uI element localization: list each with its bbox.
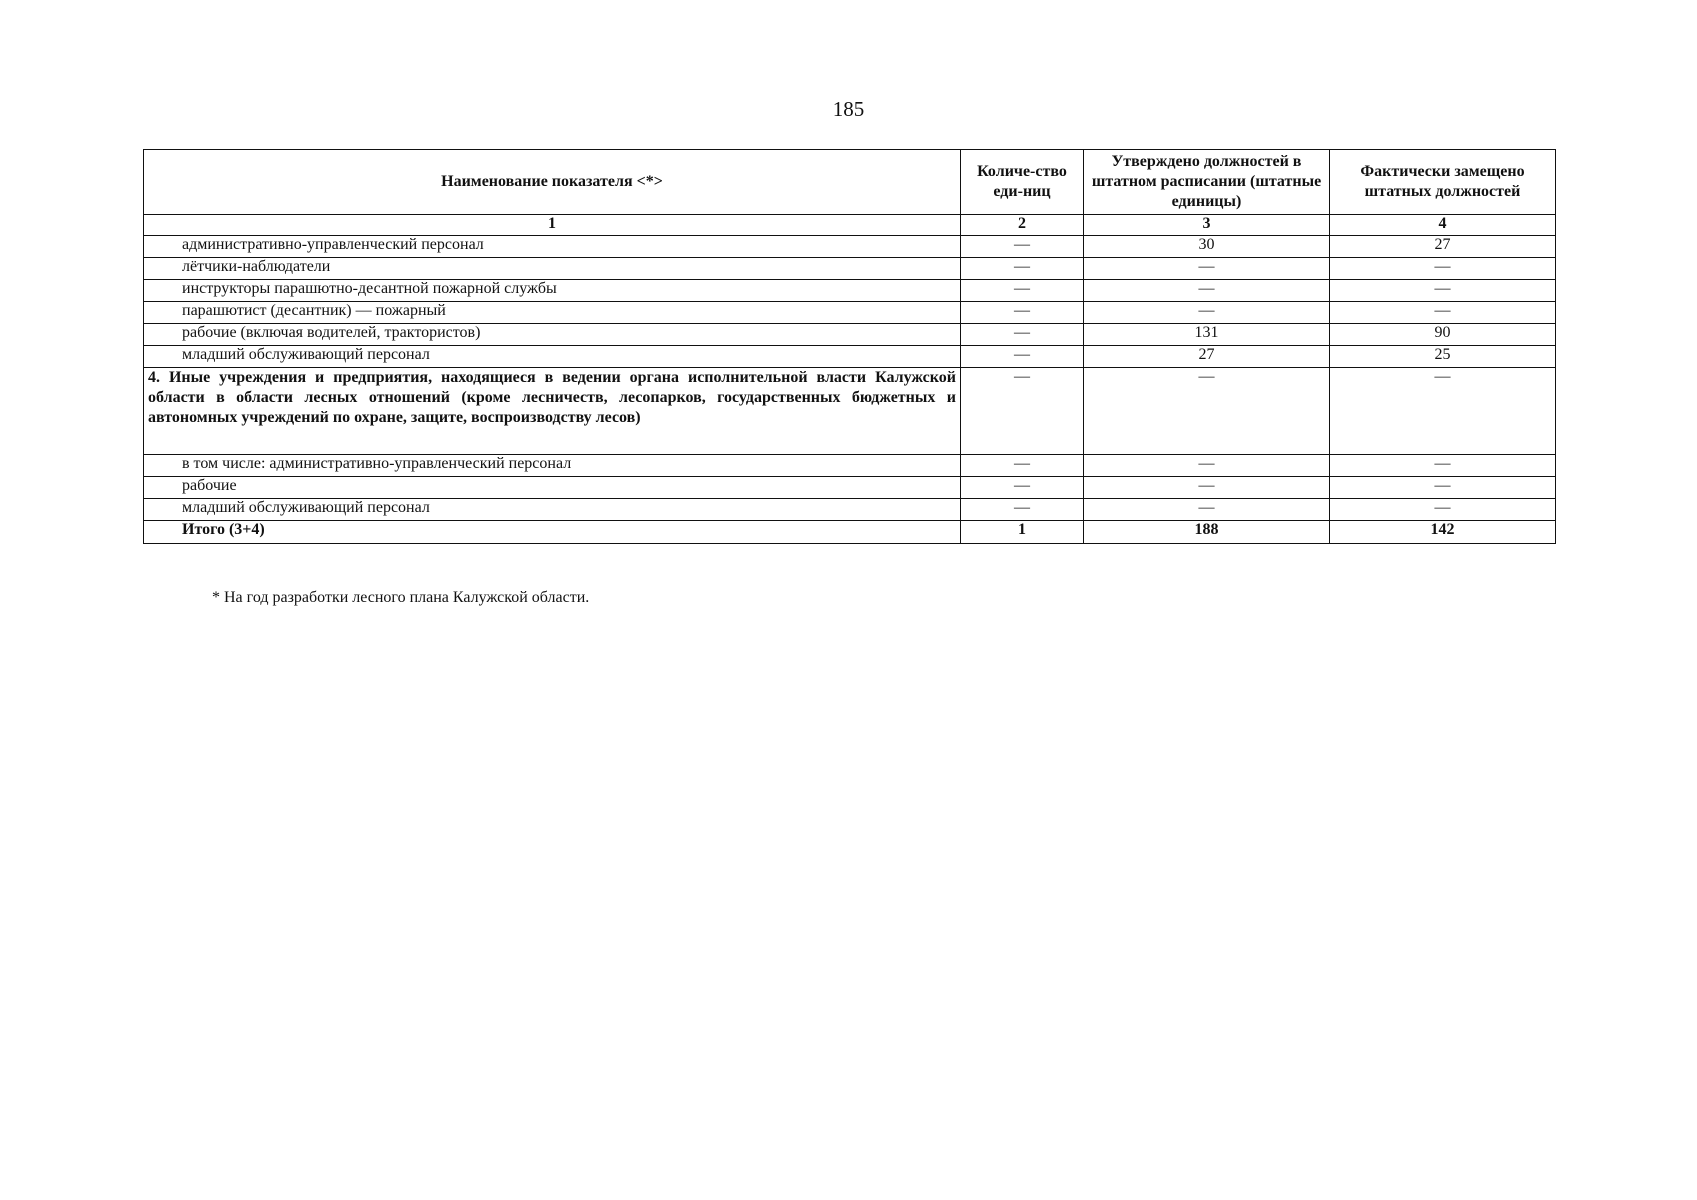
column-numbers-row <box>144 215 1556 236</box>
total-filled: 142 <box>1330 521 1556 544</box>
header-filled-positions: Фактически замещено штатных должностей <box>1330 150 1556 215</box>
unit-count-cell: — <box>961 477 1084 499</box>
filled-cell: — <box>1330 477 1556 499</box>
header-row <box>144 150 1556 215</box>
approved-cell: 30 <box>1084 236 1330 258</box>
filled-cell: — <box>1330 280 1556 302</box>
total-unit-count: 1 <box>961 521 1084 544</box>
unit-count-cell: — <box>961 280 1084 302</box>
table-row <box>144 280 1556 302</box>
unit-count-cell: — <box>961 368 1084 455</box>
unit-count-cell: — <box>961 258 1084 280</box>
table-row <box>144 302 1556 324</box>
column-number: 3 <box>1084 215 1330 236</box>
total-approved: 188 <box>1084 521 1330 544</box>
approved-cell: — <box>1084 499 1330 521</box>
approved-cell: — <box>1084 368 1330 455</box>
table-row <box>144 258 1556 280</box>
unit-count-cell: — <box>961 346 1084 368</box>
unit-count-cell: — <box>961 236 1084 258</box>
row-name: рабочие <box>144 477 961 499</box>
footnote: * На год разработки лесного плана Калужской области. <box>212 589 590 606</box>
approved-cell: 27 <box>1084 346 1330 368</box>
row-name: в том числе: административно-управленческий персонал <box>144 455 961 477</box>
column-number: 1 <box>144 215 961 236</box>
staff-table <box>143 149 1556 544</box>
table-row <box>144 499 1556 521</box>
filled-cell: 90 <box>1330 324 1556 346</box>
total-label: Итого (3+4) <box>144 521 961 544</box>
header-indicator-name: Наименование показателя <*> <box>144 150 961 215</box>
row-name: административно-управленческий персонал <box>144 236 961 258</box>
column-number: 2 <box>961 215 1084 236</box>
section-title: 4. Иные учреждения и предприятия, находящиеся в ведении органа исполнительной власти Калужской области в области лесных отношений (кроме лесничеств, лесопарков, государственных бюджетных и автономных учреждений по охране, защите, воспроизводству лесов) <box>144 368 961 455</box>
table-row <box>144 455 1556 477</box>
unit-count-cell: — <box>961 302 1084 324</box>
filled-cell: — <box>1330 499 1556 521</box>
filled-cell: 25 <box>1330 346 1556 368</box>
table-row <box>144 324 1556 346</box>
approved-cell: 131 <box>1084 324 1330 346</box>
row-name: лётчики-наблюдатели <box>144 258 961 280</box>
approved-cell: — <box>1084 258 1330 280</box>
table-row <box>144 477 1556 499</box>
header-unit-count: Количе-ство еди-ниц <box>961 150 1084 215</box>
filled-cell: — <box>1330 302 1556 324</box>
row-name: парашютист (десантник) — пожарный <box>144 302 961 324</box>
approved-cell: — <box>1084 455 1330 477</box>
row-name: младший обслуживающий персонал <box>144 346 961 368</box>
column-number: 4 <box>1330 215 1556 236</box>
approved-cell: — <box>1084 477 1330 499</box>
header-approved-positions: Утверждено должностей в штатном расписании (штатные единицы) <box>1084 150 1330 215</box>
total-row <box>144 521 1556 544</box>
filled-cell: — <box>1330 368 1556 455</box>
row-name: рабочие (включая водителей, трактористов) <box>144 324 961 346</box>
page-number: 185 <box>832 97 865 121</box>
filled-cell: — <box>1330 258 1556 280</box>
approved-cell: — <box>1084 302 1330 324</box>
row-name: инструкторы парашютно-десантной пожарной службы <box>144 280 961 302</box>
section-row <box>144 368 1556 455</box>
table-row <box>144 236 1556 258</box>
row-name: младший обслуживающий персонал <box>144 499 961 521</box>
filled-cell: — <box>1330 455 1556 477</box>
unit-count-cell: — <box>961 455 1084 477</box>
unit-count-cell: — <box>961 324 1084 346</box>
approved-cell: — <box>1084 280 1330 302</box>
table-row <box>144 346 1556 368</box>
unit-count-cell: — <box>961 499 1084 521</box>
filled-cell: 27 <box>1330 236 1556 258</box>
